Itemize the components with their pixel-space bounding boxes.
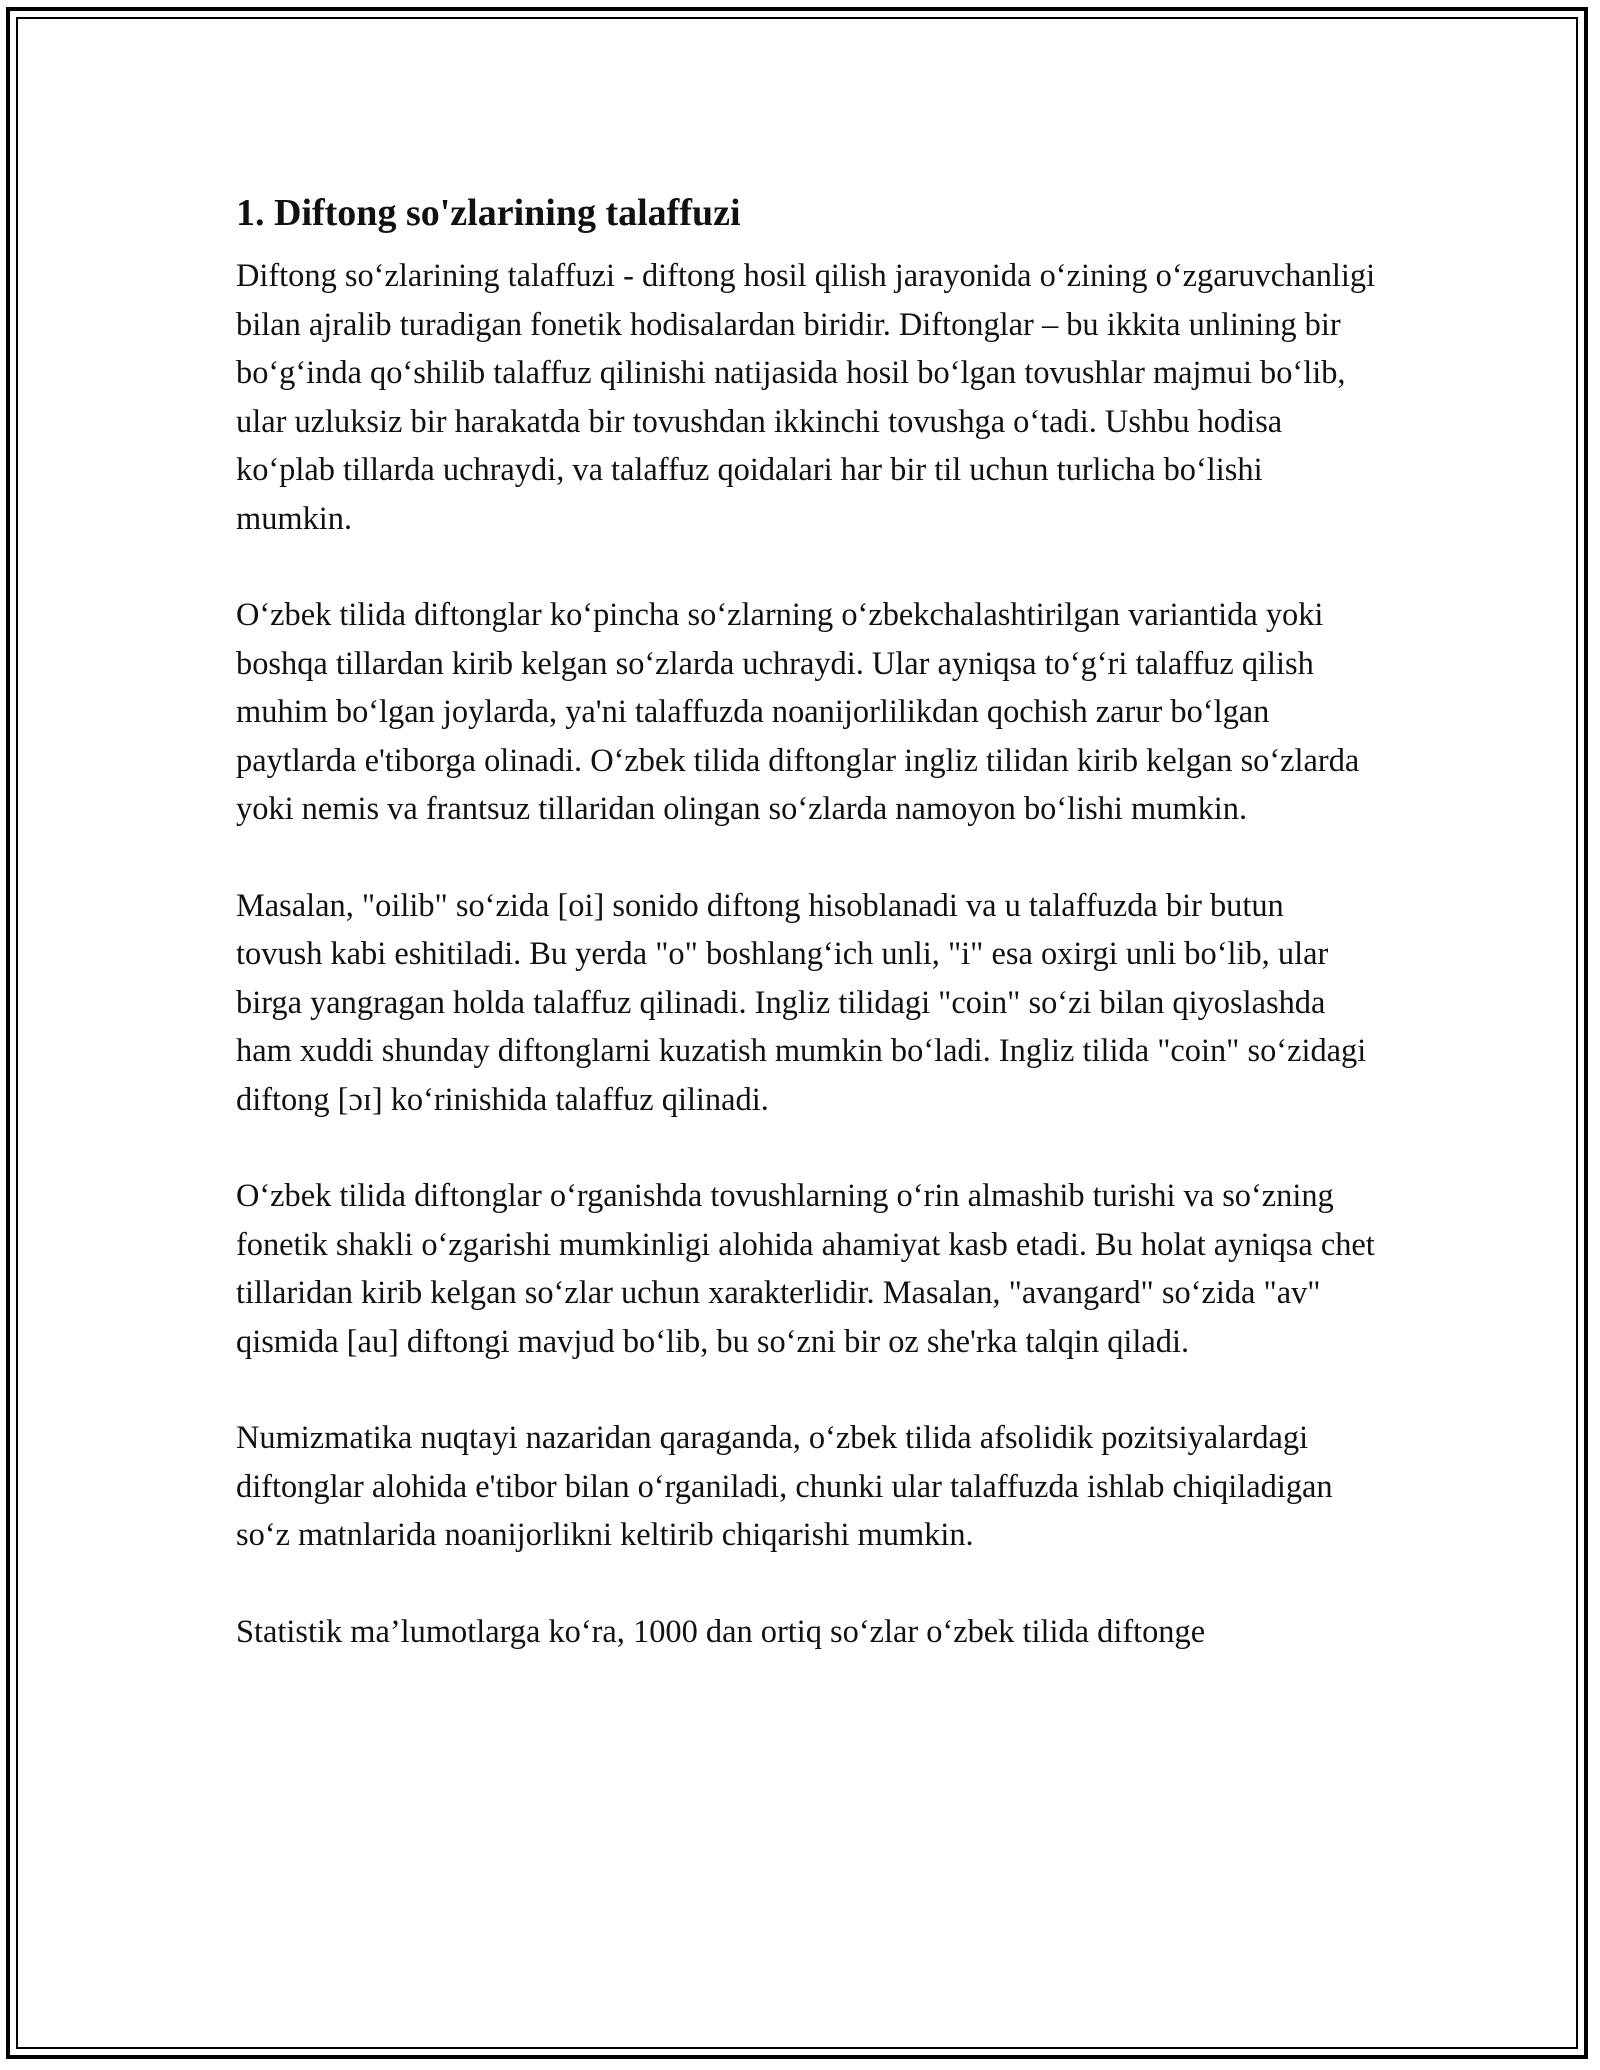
paragraph-4: O‘zbek tilida diftonglar o‘rganishda tovushlarning o‘rin almashib turishi va so‘zning fonetik shakli o‘zgarishi mumkinligi alohida ahamiyat kasb etadi. Bu holat ayniqsa chet tillaridan kirib kelgan so‘zlar uchun xarakterlidir. Masalan, "avangard" so‘zida "av" qismida [au] diftongi mavjud bo‘lib, bu so‘zni bir oz she'rka talqin qiladi.	[236, 1178, 1375, 1360]
paragraph-1: Diftong so‘zlarining talaffuzi - diftong hosil qilish jarayonida o‘zining o‘zgaruvchanligi bilan ajralib turadigan fonetik hodisalardan biridir. Diftonglar – bu ikkita unlining bir bo‘g‘inda qo‘shilib talaffuz qilinishi natijasida hosil bo‘lgan tovushlar majmui bo‘lib, ular uzluksiz bir harakatda bir tovushdan ikkinchi tovushga o‘tadi. Ushbu hodisa ko‘plab tillarda uchraydi, va talaffuz qoidalari har bir til uchun turlicha bo‘lishi mumkin.	[236, 258, 1376, 537]
paragraph-2: O‘zbek tilida diftonglar ko‘pincha so‘zlarning o‘zbekchalashtirilgan variantida yoki boshqa tillardan kirib kelgan so‘zlarda uchraydi. Ular ayniqsa to‘g‘ri talaffuz qilish muhim bo‘lgan joylarda, ya'ni talaffuzda noanijorlilikdan qochish zarur bo‘lgan paytlarda e'tiborga olinadi. O‘zbek tilida diftonglar ingliz tilidan kirib kelgan so‘zlarda yoki nemis va frantsuz tillaridan olingan so‘zlarda namoyon bo‘lishi mumkin.	[236, 597, 1360, 827]
paragraph-5: Numizmatika nuqtayi nazaridan qaraganda, o‘zbek tilida afsolidik pozitsiyalardagi diftonglar alohida e'tibor bilan o‘rganiladi, chunki ular talaffuzda ishlab chiqiladigan so‘z matnlarida noanijorlikni keltirib chiqarishi mumkin.	[236, 1420, 1333, 1553]
paragraph-3: Masalan, "oilib" so‘zida [oi] sonido diftong hisoblanadi va u talaffuzda bir butun tovush kabi eshitiladi. Bu yerda "o" boshlang‘ich unli, "i" esa oxirgi unli bo‘lib, ular birga yangragan holda talaffuz qilinadi. Ingliz tilidagi "coin" so‘zi bilan qiyoslashda ham xuddi shunday diftonglarni kuzatish mumkin bo‘ladi. Ingliz tilida "coin" so‘zidagi diftong [ɔɪ] ko‘rinishida talaffuz qilinadi.	[236, 887, 1367, 1118]
paragraph-6: Statistik ma’lumotlarga ko‘ra, 1000 dan ortiq so‘zlar o‘zbek tilida diftonge	[236, 1613, 1206, 1650]
document-body	[236, 185, 1376, 1656]
document-title: 1. Diftong so'zlarining talaffuzi	[236, 192, 741, 234]
